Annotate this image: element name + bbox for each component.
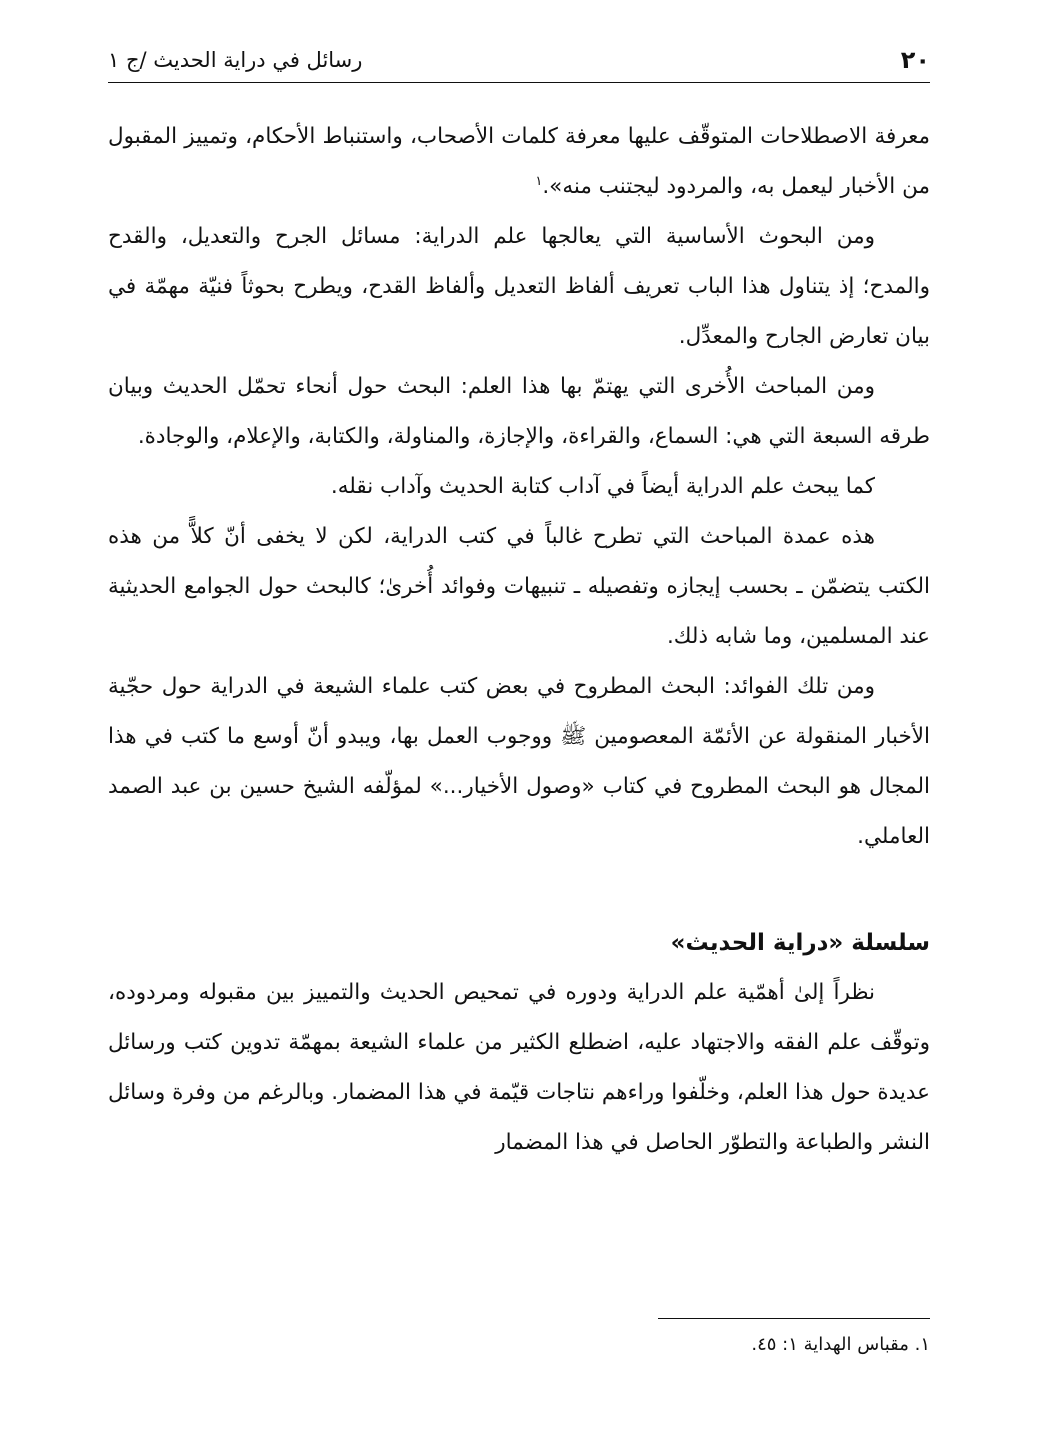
paragraph-7: نظراً إلىٰ أهمّية علم الدراية ودوره في تمحيص الحديث والتمييز بين مقبوله ومردوده، وتوقّف علم الفقه والاجتهاد عليه، اضطلع الكثير من علماء الشيعة بمهمّة تدوين كتب ورسائل عديدة حول هذا العلم، وخلّفوا وراءهم نتاجات قيّمة في هذا المضمار. وبالرغم من وفرة وسائل النشر والطباعة والتطوّر الحاصل في هذا المضمار <box>108 980 930 1155</box>
page-header <box>108 38 930 83</box>
paragraph-2: ومن البحوث الأساسية التي يعالجها علم الدراية: مسائل الجرح والتعديل، والقدح والمدح؛ إذ يتناول هذا الباب تعريف ألفاظ التعديل وألفاظ القدح، ويطرح بحوثاً فنيّة مهمّة في بيان تعارض الجارح والمعدِّل. <box>108 224 930 349</box>
paragraph-3: ومن المباحث الأُخرى التي يهتمّ بها هذا العلم: البحث حول أنحاء تحمّل الحديث وبيان طرقه السبعة التي هي: السماع، والقراءة، والإجازة، والمناولة، والكتابة، والإعلام، والوجادة. <box>108 374 930 449</box>
paragraph-6: ومن تلك الفوائد: البحث المطروح في بعض كتب علماء الشيعة في الدراية حول حجّية الأخبار المنقولة عن الأئمّة المعصومين ﷺ ووجوب العمل بها، ويبدو أنّ أوسع ما كتب في هذا المجال هو البحث المطروح في كتاب «وصول الأخيار...» لمؤلّفه الشيخ حسين بن عبد الصمد العاملي. <box>108 674 930 849</box>
paragraph-1: معرفة الاصطلاحات المتوقّف عليها معرفة كلمات الأصحاب، واستنباط الأحكام، وتمييز المقبول من الأخبار ليعمل به، والمردود ليجتنب منه».$^١$ <box>108 124 930 199</box>
footnote-ref: ١ <box>535 173 543 189</box>
paragraph-5: هذه عمدة المباحث التي تطرح غالباً في كتب الدراية، لكن لا يخفى أنّ كلاًّ من هذه الكتب يتضمّن ـ بحسب إيجازه وتفصيله ـ تنبيهات وفوائد أُخرىٰ؛ كالبحث حول الجوامع الحديثية عند المسلمين، وما شابه ذلك. <box>108 524 930 649</box>
page-number: ٢٠ <box>900 46 930 74</box>
section-title: سلسلة «دراية الحديث» <box>670 930 930 956</box>
paragraph-4: كما يبحث علم الدراية أيضاً في آداب كتابة الحديث وآداب نقله. <box>330 474 875 499</box>
running-title: رسائل في دراية الحديث /ج ١ <box>108 48 363 72</box>
footnote: ١. مقباس الهداية ١: ٤٥. <box>751 1334 930 1355</box>
main-text <box>108 112 930 1168</box>
footnote-divider <box>658 1318 930 1319</box>
